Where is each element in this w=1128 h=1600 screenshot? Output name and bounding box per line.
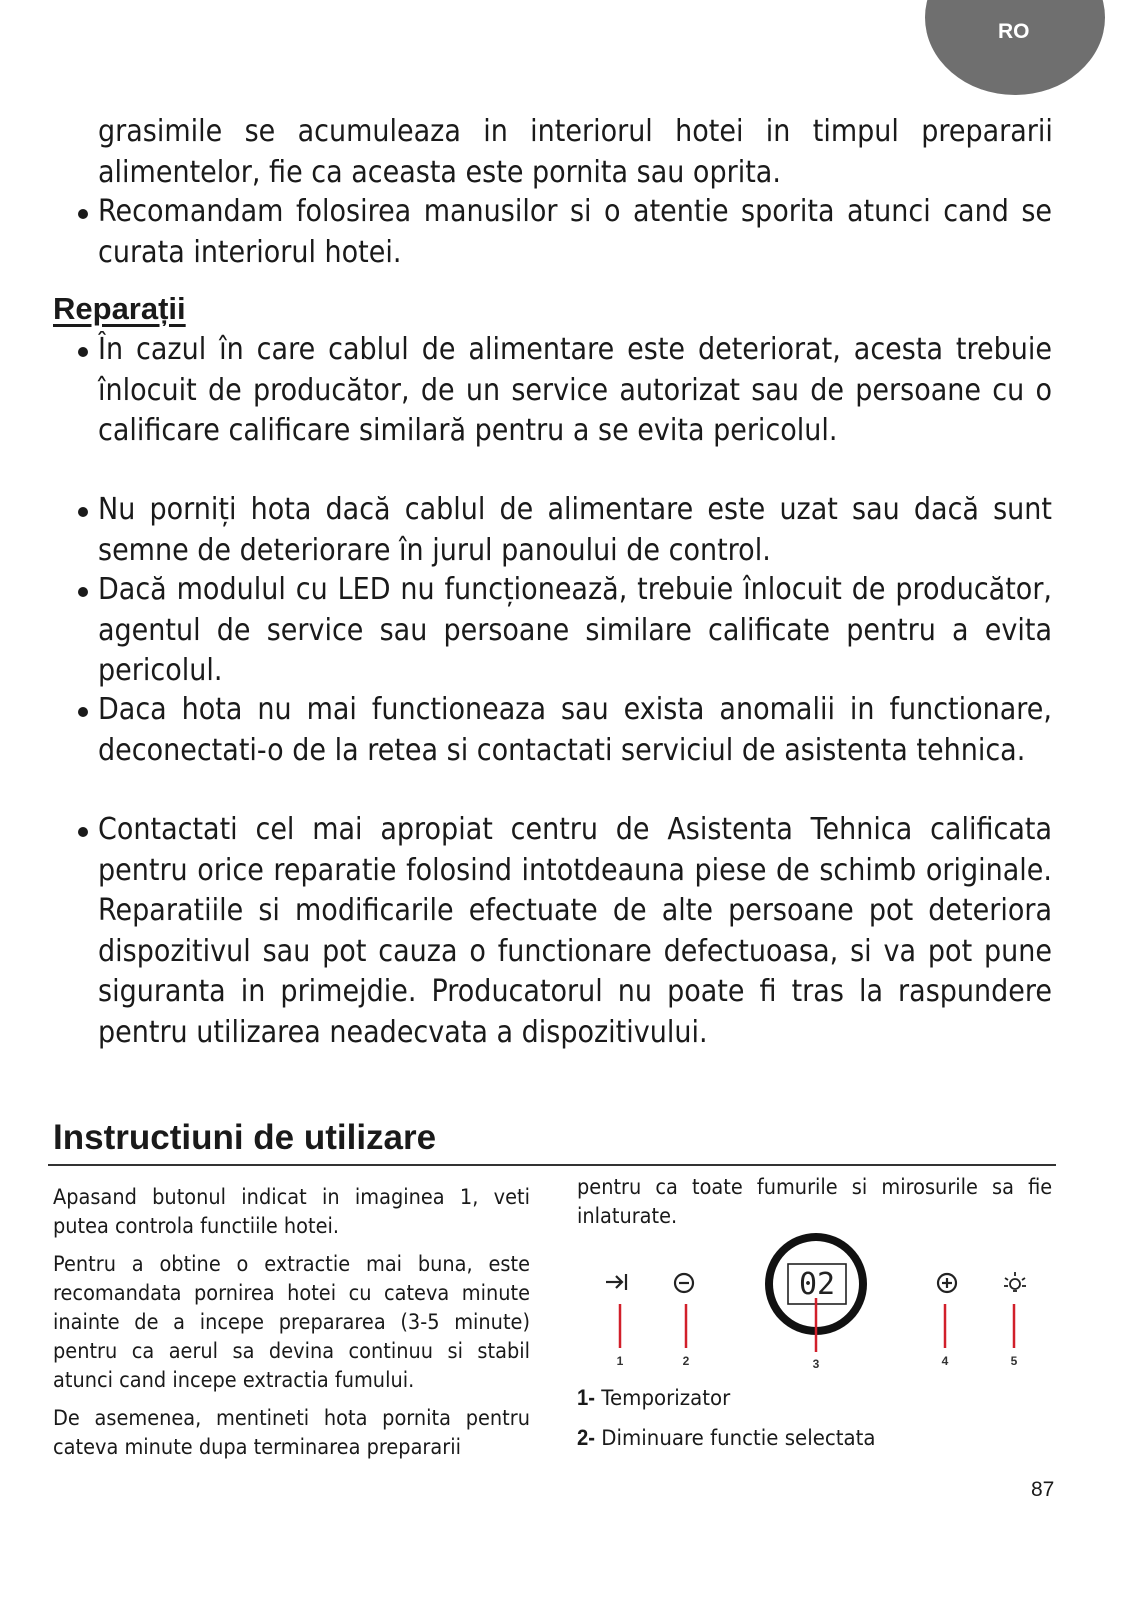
panel-legend <box>577 1385 901 1465</box>
continuation-paragraph: grasimile se acumuleaza in interiorul hotei in timpul prepararii alimentelor, fie ca aceasta este pornita sau oprita. <box>98 114 1053 190</box>
bullet-text: Contactati cel mai apropiat centru de Asistenta Tehnica calificata pentru orice reparatie folosind intotdeauna piese de schimb originale. Reparatiile si modificarile efectuate de alte persoane pot deteriora dispozitivul sau pot cauza o functionare defectuoasa, si va pot pune siguranta in primejdie. Producatorul nu poate fi tras la raspundere pentru utilizarea neadecvata a dispozitivului. <box>98 812 1052 1050</box>
bullet-icon <box>78 347 88 357</box>
bullet-text: În cazul în care cablul de alimentare este deteriorat, acesta trebuie înlocuit de producător, de un service autorizat sau de persoane cu o calificare calificare similară pentru a se evita pericolul. <box>98 332 1052 448</box>
bullet-icon <box>78 707 88 717</box>
bullet-text: Daca hota nu mai functioneaza sau exista anomalii in functionare, deconectati-o de la retea si contactati serviciul de asistenta tehnica. <box>98 692 1052 768</box>
minus-icon <box>675 1274 693 1292</box>
timer-icon <box>606 1274 626 1290</box>
display-value: 02 <box>798 1267 836 1302</box>
callout-number: 1 <box>616 1354 624 1368</box>
callout-number: 3 <box>812 1357 820 1371</box>
bullet-icon <box>78 209 88 219</box>
callout-number: 4 <box>941 1354 949 1368</box>
legend-number: 1- <box>577 1385 595 1410</box>
instruction-paragraph: Pentru a obtine o extractie mai buna, este recomandata pornirea hotei cu cateva minute inainte de a incepe prepararea (3-5 minute) pentru ca aerul sa devina continuu si stabil atunci cand incepe extractia fumului. <box>53 1252 530 1393</box>
section-divider <box>48 1164 1056 1166</box>
callout-lines <box>620 1298 1014 1352</box>
callout-number: 5 <box>1010 1354 1018 1368</box>
instruction-paragraph: Apasand butonul indicat in imaginea 1, veti putea controla functiile hotei. <box>53 1185 530 1239</box>
legend-number: 2- <box>577 1425 595 1450</box>
callout-number: 2 <box>682 1354 690 1368</box>
bullet-icon <box>78 827 88 837</box>
instructions-heading: Instructiuni de utilizare <box>53 1118 437 1157</box>
instruction-paragraph: De asemenea, mentineti hota pornita pentru cateva minute dupa terminarea prepararii <box>53 1406 530 1460</box>
continuation-text <box>98 112 1053 193</box>
bullet-text: Recomandam folosirea manusilor si o atentie sporita atunci cand se curata interiorul hotei. <box>98 194 1052 270</box>
bullet-text: Nu porniți hota dacă cablul de alimentare este uzat sau dacă sunt semne de deteriorare în jurul panoului de control. <box>98 492 1052 568</box>
language-tab <box>925 0 1105 95</box>
instructions-left-column <box>53 1183 530 1471</box>
language-label: RO <box>998 20 1030 43</box>
bullet-icon <box>78 507 88 517</box>
legend-text: Diminuare functie selectata <box>601 1426 876 1451</box>
bullet-icon <box>78 587 88 597</box>
bullet-text: Dacă modulul cu LED nu funcționează, trebuie înlocuit de producător, agentul de service sau persoane similare calificate pentru a evita pericolul. <box>98 572 1052 688</box>
page-number: 87 <box>1031 1478 1055 1501</box>
instruction-paragraph: pentru ca toate fumurile si mirosurile sa fie inlaturate. <box>577 1175 1053 1229</box>
legend-text: Temporizator <box>601 1386 731 1411</box>
legend-item <box>577 1385 876 1425</box>
repairs-heading: Reparații <box>53 291 186 326</box>
plus-icon <box>938 1274 956 1292</box>
legend-item <box>577 1425 876 1465</box>
light-icon <box>1004 1272 1026 1291</box>
control-panel-figure <box>580 1228 1060 1378</box>
